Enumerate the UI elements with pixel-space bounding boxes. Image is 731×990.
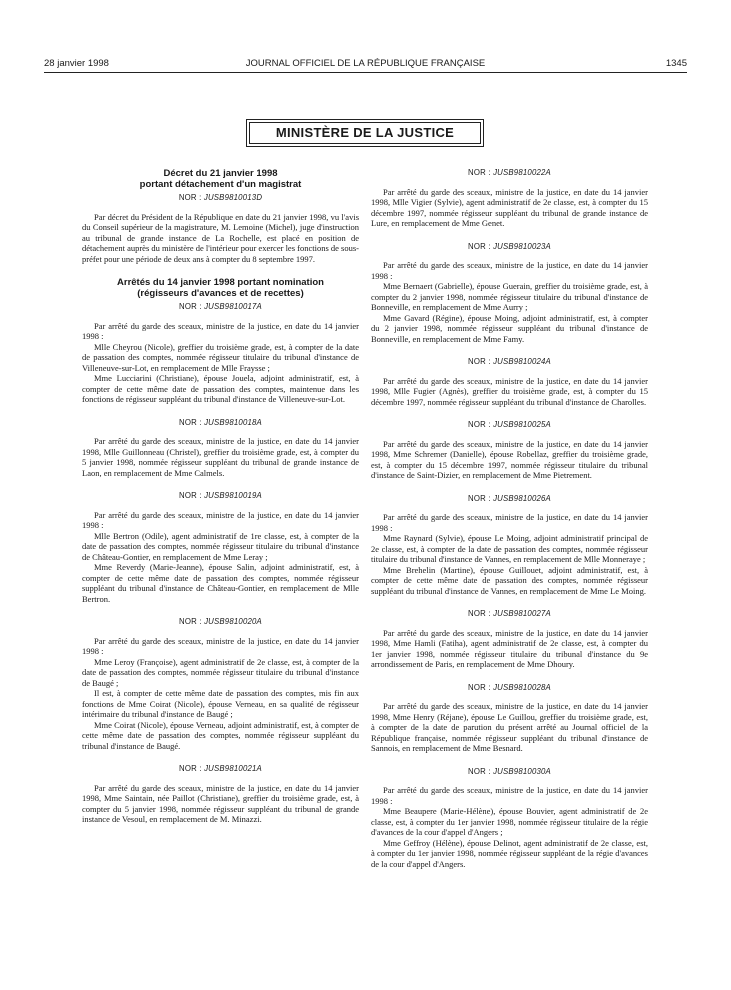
arrete-section [82, 418, 359, 479]
arrete-paragraph: Mme Gavard (Régine), épouse Moing, adjoint administratif, est, à compter du 2 janvier 1998, nommée régisseur suppléant du tribunal d'instance de Bonneville, en remplacement de Mme Famy. [371, 312, 648, 344]
nor-reference [371, 168, 648, 179]
decree-subtitle: portant détachement d'un magistrat [139, 179, 302, 190]
nor-code: JUSB9810021A [204, 764, 262, 773]
nor-label: NOR : [468, 357, 494, 366]
arrete-paragraph: Par arrêté du garde des sceaux, ministre de la justice, en date du 14 janvier 1998, Mlle Vigier (Sylvie), agent administratif de 2e classe, est, à compter du 15 décembre 1997, nommée régisseur suppléant du tribunal de grande instance de Lure, en remplacement de Mme Genet. [371, 186, 648, 228]
nor-reference [371, 420, 648, 431]
arrete-paragraph: Mlle Cheyrou (Nicole), greffier du troisième grade, est, à compter de la date de passation des comptes, nommée régisseur titulaire du tribunal d'instance de Villeneuve-sur-Lot, en remplacement de Mlle Fraysse ; [82, 341, 359, 373]
arrete-paragraph: Par arrêté du garde des sceaux, ministre de la justice, en date du 14 janvier 1998 : [82, 320, 359, 341]
arrete-section [371, 767, 648, 870]
nor-code: JUSB9810022A [493, 168, 551, 177]
nor-code: JUSB9810030A [493, 766, 551, 776]
nor-reference [82, 491, 359, 502]
arrete-section [82, 764, 359, 825]
nor-label: NOR : [468, 168, 494, 177]
arrete-section [371, 420, 648, 481]
arrete-paragraph: Par arrêté du garde des sceaux, ministre de la justice, en date du 14 janvier 1998, Mme Henry (Réjane), épouse Le Guillou, greffier du troisième grade, est, à compter de la date de parution du présent arrêté au Journal officiel de la République française, nommée régisseur suppléant du tribunal d'instance de Sannois, en remplacement de Mme Besnard. [371, 701, 648, 753]
nor-label: NOR : [179, 764, 205, 773]
nor-code: JUSB9810019A [204, 491, 262, 500]
nor-reference [371, 494, 648, 505]
right-column [371, 168, 648, 869]
nor-code: JUSB9810018A [204, 417, 262, 427]
nor-code: JUSB9810017A [204, 302, 262, 311]
nor-reference [82, 617, 359, 628]
nor-label: NOR : [468, 609, 494, 618]
nor-code: JUSB9810024A [493, 357, 551, 366]
nor-label: NOR : [179, 617, 205, 626]
arrete-section [371, 609, 648, 670]
arrete-paragraph: Par arrêté du garde des sceaux, ministre de la justice, en date du 14 janvier 1998, Mme Hamli (Fatiha), agent administratif de 2e classe, est, à compter du 1er janvier 1998, nommée régisseur titulaire du tribunal d'instance du 9e arrondissement de Paris, en remplacement de Mme Dhoury. [371, 627, 648, 669]
arrete-paragraph: Par arrêté du garde des sceaux, ministre de la justice, en date du 14 janvier 1998, Mlle Fugier (Agnès), greffier du troisième grade, est, à compter du 15 décembre 1997, nommée régisseur suppléant du tribunal d'instance de Charolles. [371, 375, 648, 407]
nor-label: NOR : [468, 420, 494, 429]
arrete-paragraph: Mme Leroy (Françoise), agent administratif de 2e classe, est, à compter de la date de passation des comptes, nommée régisseur titulaire du tribunal d'instance de Baugé ; [82, 656, 359, 688]
ministry-box [246, 119, 484, 147]
arrete-section [371, 357, 648, 407]
nor-reference [371, 609, 648, 620]
arrete-paragraph: Mme Brehelin (Martine), épouse Guillouet, adjoint administratif, est, à compter de cette même date de passation des comptes, nommée régisseur suppléant du tribunal d'instance de Vannes, en remplacement de Mme Le Moing. [371, 564, 648, 596]
arretes-subtitle: (régisseurs d'avances et de recettes) [137, 288, 304, 299]
arrete-paragraph: Mme Raynard (Sylvie), épouse Le Moing, adjoint administratif principal de 2e classe, est, à compter de la date de passation des comptes, nommée régisseur titulaire du tribunal d'instance de Vannes, en remplacement de Mlle Monneraye ; [371, 533, 648, 564]
nor-label: NOR : [468, 682, 494, 692]
arrete-section [371, 168, 648, 229]
decree-text: Par décret du Président de la République en date du 21 janvier 1998, vu l'avis du Conseil supérieur de la magistrature, M. Lemoine (Michel), juge d'instruction au tribunal de grande instance de La Rochelle, est placé en position de détachement auprès du ministère de l'intérieur pour exercer les fonctions de sous-préfet pour une période de deux ans à compter du 8 septembre 1997. [82, 211, 359, 264]
left-sections [82, 302, 359, 825]
page-header [44, 58, 687, 72]
page-number: 1345 [665, 58, 687, 69]
nor-label: NOR : [179, 302, 205, 311]
nor-code: JUSB9810025A [493, 420, 551, 429]
nor-label: NOR : [468, 241, 494, 251]
nor-label: NOR : [178, 193, 204, 202]
arrete-section [371, 683, 648, 754]
nor-reference [82, 764, 359, 775]
arrete-paragraph: Par arrêté du garde des sceaux, ministre de la justice, en date du 14 janvier 1998 : [371, 512, 648, 533]
arrete-paragraph: Par arrêté du garde des sceaux, ministre de la justice, en date du 14 janvier 1998 : [82, 509, 359, 530]
left-column [82, 168, 359, 825]
nor-reference [82, 193, 359, 204]
nor-code: JUSB9810013D [203, 193, 263, 202]
arrete-paragraph: Mme Lucciarini (Christiane), épouse Jouela, adjoint administratif, est, à compter de cette même date de passation des comptes, maintenue dans les fonctions de régisseur suppléant du tribunal d'instance de Villeneuve-sur-Lot. [82, 373, 359, 404]
arrete-paragraph: Mme Reverdy (Marie-Jeanne), épouse Salin, adjoint administratif, est, à compter de cette même date de passation des comptes, nommée régisseur suppléant du tribunal d'instance de Château-Gontier, en remplacement de Mlle Bertron. [82, 562, 359, 604]
arretes-title: Arrêtés du 14 janvier 1998 portant nomination [117, 277, 324, 288]
nor-code: JUSB9810023A [493, 241, 551, 251]
nor-code: JUSB9810028A [493, 682, 551, 692]
nor-reference [82, 302, 359, 313]
nor-label: NOR : [179, 417, 205, 427]
decree-title: Décret du 21 janvier 1998 [163, 168, 278, 179]
arrete-paragraph: Mlle Bertron (Odile), agent administratif de 1re classe, est, à compter de la date de passation des comptes, nommée régisseur titulaire du tribunal d'instance de Château-Gontier, en remplacement de Mme Leray ; [82, 530, 359, 562]
arrete-section [371, 494, 648, 597]
arrete-section [371, 242, 648, 345]
journal-title: JOURNAL OFFICIEL DE LA RÉPUBLIQUE FRANÇAISE [245, 58, 486, 69]
nor-label: NOR : [179, 491, 205, 500]
nor-label: NOR : [468, 493, 494, 503]
arrete-paragraph: Par arrêté du garde des sceaux, ministre de la justice, en date du 14 janvier 1998, Mme Schremer (Danielle), épouse Robellaz, greffier du troisième grade, est, à compter du 15 décembre 1997, nommée régisseur titulaire du tribunal d'instance de Saint-Dizier, en remplacement de Mme Pietrement. [371, 438, 648, 480]
nor-reference [371, 242, 648, 253]
arrete-paragraph: Par arrêté du garde des sceaux, ministre de la justice, en date du 14 janvier 1998, Mme Saintain, née Paillot (Christiane), greffier du troisième grade, est, à compter du 5 janvier 1998, nommée régisseur suppléant du tribunal de grande instance de Vesoul, en remplacement de M. Minazzi. [82, 782, 359, 824]
nor-reference [371, 357, 648, 368]
arrete-paragraph: Mme Bernaert (Gabrielle), épouse Guerain, greffier du troisième grade, est, à compter du 2 janvier 1998, nommée régisseur titulaire du tribunal d'instance de Bonneville, en remplacement de Mme Aurry ; [371, 281, 648, 312]
arrete-section [82, 302, 359, 405]
ministry-title: MINISTÈRE DE LA JUSTICE [249, 122, 481, 144]
arrete-paragraph: Par arrêté du garde des sceaux, ministre de la justice, en date du 14 janvier 1998 : [371, 260, 648, 281]
arrete-section [82, 617, 359, 751]
nor-code: JUSB9810026A [493, 493, 551, 503]
arrete-paragraph: Mme Beaupere (Marie-Hélène), épouse Bouvier, agent administratif de 2e classe, est, à compter du 1er janvier 1998, nommée régisseur titulaire de la régie d'avances de la cour d'appel d'Angers ; [371, 806, 648, 837]
nor-code: JUSB9810020A [204, 617, 262, 626]
arrete-section [82, 491, 359, 604]
nor-reference [371, 767, 648, 778]
nor-label: NOR : [468, 766, 494, 776]
nor-reference [371, 683, 648, 694]
arrete-paragraph: Par arrêté du garde des sceaux, ministre de la justice, en date du 14 janvier 1998, Mlle Guillonneau (Christel), greffier du troisième grade, est, à compter du 5 janvier 1998, nommée régisseur suppléant du tribunal de grande instance de Laon, en remplacement de Mme Calmels. [82, 436, 359, 478]
arrete-paragraph: Mme Coirat (Nicole), épouse Verneau, adjoint administratif, est, à compter de cette même date de passation des comptes, nommée régisseur suppléant du tribunal d'instance de Baugé. [82, 719, 359, 751]
right-sections [371, 168, 648, 869]
issue-date: 28 janvier 1998 [44, 58, 109, 69]
header-rule [44, 72, 687, 73]
arrete-paragraph: Mme Geffroy (Hélène), épouse Delinot, agent administratif de 2e classe, est, à compter du 1er janvier 1998, nommée régisseur suppléant de la régie d'avances de la cour d'appel d'Angers. [371, 837, 648, 869]
nor-reference [82, 418, 359, 429]
arrete-paragraph: Par arrêté du garde des sceaux, ministre de la justice, en date du 14 janvier 1998 : [82, 635, 359, 656]
arrete-paragraph: Par arrêté du garde des sceaux, ministre de la justice, en date du 14 janvier 1998 : [371, 785, 648, 806]
arrete-paragraph: Il est, à compter de cette même date de passation des comptes, mis fin aux fonctions de Mme Coirat (Nicole), épouse Verneau, en sa qualité de régisseur intérimaire du tribunal d'instance de Baugé ; [82, 688, 359, 719]
nor-code: JUSB9810027A [493, 609, 551, 618]
